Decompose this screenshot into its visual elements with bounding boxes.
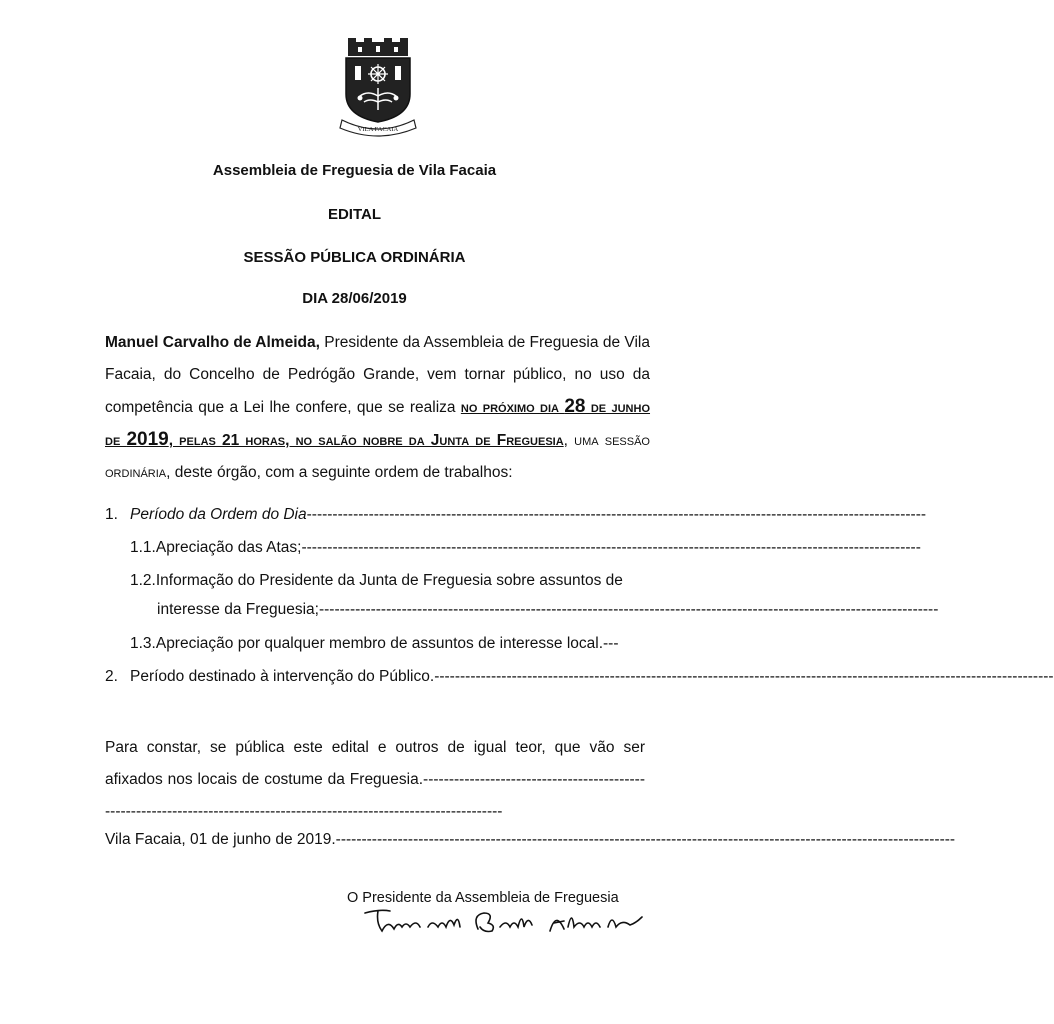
agenda-item-2-label: Período destinado à intervenção do Público. xyxy=(130,668,435,685)
agenda-item-2 xyxy=(130,668,1054,686)
dash-filler: ------------------------------------------------------------------------------------------------------------------------ xyxy=(306,506,927,523)
handwritten-signature xyxy=(360,905,645,939)
agenda-item-2-number: 2. xyxy=(105,668,118,685)
signatory-title: O Presidente da Assembleia de Freguesia xyxy=(347,890,619,906)
parish-crest-logo xyxy=(336,36,420,138)
dash-filler: ------------------------------------------------------------------------------------------------------------------------ xyxy=(335,831,956,848)
meeting-year: 2019 xyxy=(126,429,169,450)
agenda-item-1-1-label: 1.1.Apreciação das Atas; xyxy=(130,539,302,556)
dash-filler: ------------------------------------------------------------------------------------------------------------------------ xyxy=(318,601,939,618)
meeting-details-2: de junho de xyxy=(105,399,651,449)
agenda-item-1-number: 1. xyxy=(105,506,118,523)
notice-text-1: Presidente da Assembleia de Freguesia de Vila Facaia, do Concelho de Pedrógão Grande, vem tornar público, no uso da competência que a Lei lhe confere, que se realiza xyxy=(105,334,650,416)
session-heading: SESSÃO PÚBLICA ORDINÁRIA xyxy=(243,249,466,266)
assembly-title: Assembleia de Freguesia de Vila Facaia xyxy=(212,162,497,179)
agenda-item-1-2-cont xyxy=(157,601,939,619)
president-name: Manuel Carvalho de Almeida, xyxy=(105,334,320,351)
meeting-details-3: , pelas 21 horas, no salão nobre da Junta de Freguesia xyxy=(168,432,564,449)
agenda-item-1-3: 1.3.Apreciação por qualquer membro de assuntos de interesse local.--- xyxy=(130,635,619,652)
session-date: DIA 28/06/2019 xyxy=(302,290,407,307)
agenda-item-1-1 xyxy=(130,539,921,557)
agenda-item-1-2-label: interesse da Freguesia; xyxy=(157,601,319,618)
agenda-item-1 xyxy=(130,506,927,524)
meeting-details-1: no próximo dia xyxy=(460,399,565,416)
dash-filler: ------------------------------------------------------------------------------------------------------------------------ xyxy=(301,539,921,556)
place-date: Vila Facaia, 01 de junho de 2019. xyxy=(105,831,336,848)
place-date-line xyxy=(105,831,956,849)
notice-text-2: , xyxy=(563,432,575,449)
dash-filler: ------------------------------------------------------------------------------------------------------------------------ xyxy=(434,668,1054,685)
notice-paragraph xyxy=(105,327,650,489)
agenda-item-1-2: 1.2.Informação do Presidente da Junta de Freguesia sobre assuntos de xyxy=(130,572,623,589)
edital-heading: EDITAL xyxy=(327,206,382,223)
notice-text-3: , deste órgão, com a seguinte ordem de trabalhos: xyxy=(166,464,513,481)
dash-filler: ------------------------------------------------------------------------------------------------------------------------ xyxy=(105,771,645,820)
meeting-day: 28 xyxy=(564,396,586,417)
closing-text: Para constar, se pública este edital e outros de igual teor, que vão ser afixados nos locais de costume da Freguesia. xyxy=(105,739,645,788)
closing-paragraph xyxy=(105,732,645,820)
session-type: uma sessão ordinária xyxy=(105,432,650,481)
crest-motto: VILA FACAIA xyxy=(357,126,399,133)
agenda-item-1-label: Período da Ordem do Dia xyxy=(130,506,307,523)
